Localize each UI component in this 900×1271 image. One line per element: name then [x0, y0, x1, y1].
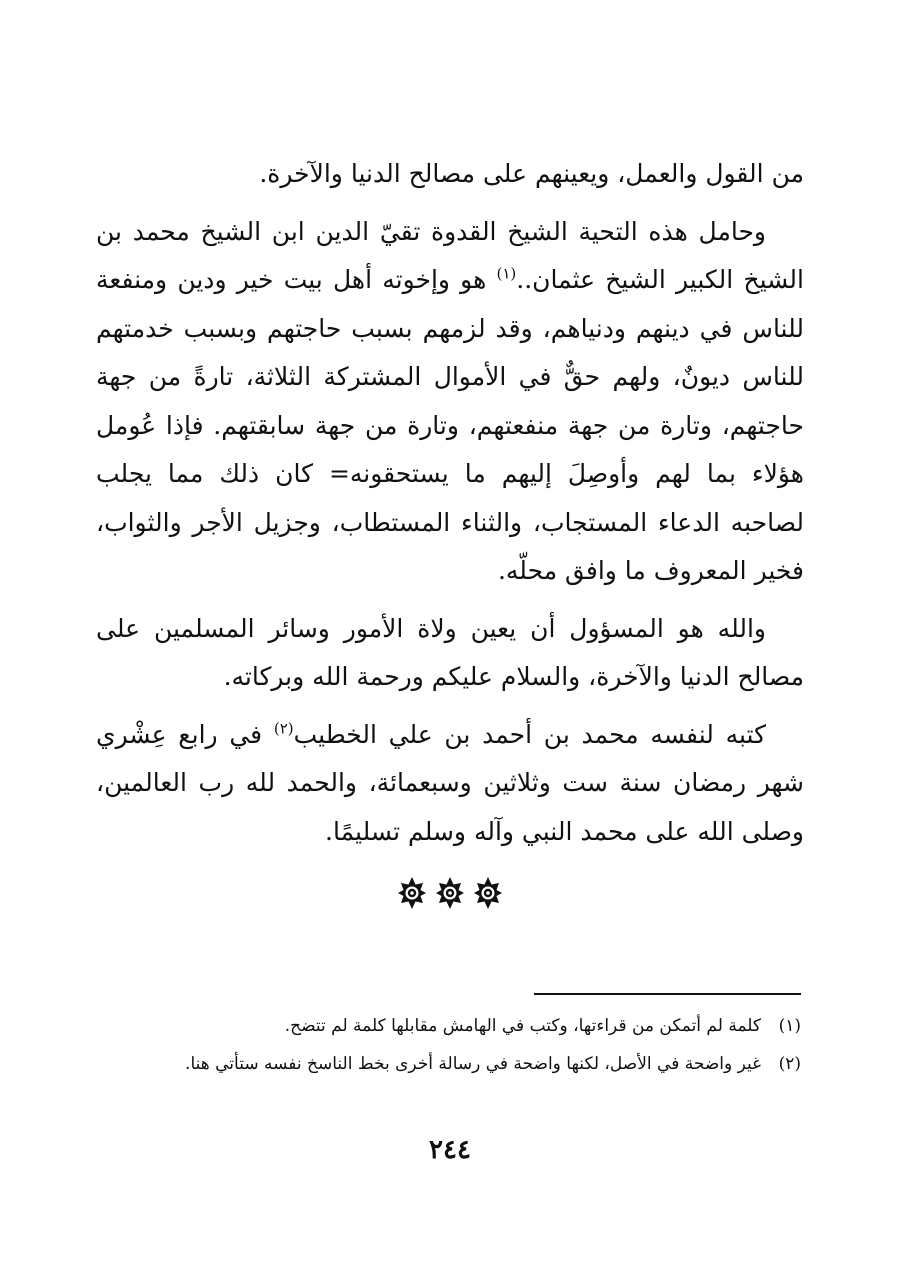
- footnote-reference-2[interactable]: (٢): [273, 719, 294, 738]
- footnote-reference-1[interactable]: (١): [496, 264, 517, 283]
- footnote-text: كلمة لم أتمكن من قراءتها، وكتب في الهامش مقابلها كلمة لم تتضح.: [284, 1016, 761, 1036]
- footnote-2: [96, 1048, 801, 1080]
- footnote-text: غير واضحة في الأصل، لكنها واضحة في رسالة أخرى بخط الناسخ نفسه ستأتي هنا.: [185, 1054, 761, 1074]
- paragraph-text: والله هو المسؤول أن يعين ولاة الأمور وسائر المسلمين على مصالح الدنيا والآخرة، والسلام عليكم ورحمة الله وبركاته.: [96, 613, 804, 691]
- paragraph-text: في رابع عِشْري شهر رمضان سنة ست وثلاثين وسبعمائة، والحمد لله رب العالمين، وصلى الله على محمد النبي وآله وسلم تسليمًا.: [96, 719, 804, 846]
- paragraph-text: هو وإخوته أهل بيت خير ودين ومنفعة للناس في دينهم ودنياهم، وقد لزمهم بسبب حاجتهم وبسبب خدمتهم للناس ديونٌ، ولهم حقٌّ في الأموال المشتركة الثلاثة، تارةً من جهة حاجتهم، وتارة من جهة منفعتهم، وتارة من جهة سابقتهم. فإذا عُومل هؤلاء بما لهم وأوصِلَ إليهم ما يستحقونه= كان ذلك مما يجلب لصاحبه الدعاء المستجاب، والثناء المستطاب، وجزيل الأجر والثواب، فخير المعروف ما وافق محلّه.: [96, 265, 804, 585]
- footnote-1: [96, 1010, 801, 1042]
- paragraph-text: وحامل هذه التحية الشيخ القدوة تقيّ الدين ابن الشيخ محمد بن الشيخ الكبير الشيخ عثمان..: [96, 216, 804, 294]
- paragraph-4: [96, 711, 804, 857]
- paragraph-2: [96, 208, 804, 596]
- section-ornament: [0, 876, 900, 916]
- eight-point-star-icon: [473, 876, 503, 910]
- footnote-number: (١): [778, 1016, 801, 1036]
- paragraph-text: كتبه لنفسه محمد بن أحمد بن علي الخطيب: [293, 719, 766, 749]
- paragraph-3: [96, 605, 804, 702]
- footnotes: [96, 1010, 801, 1086]
- paragraph-1: [96, 150, 804, 199]
- page-number: ٢٤٤: [429, 1135, 471, 1165]
- paragraph-text: من القول والعمل، ويعينهم على مصالح الدنيا والآخرة.: [259, 159, 804, 188]
- footnote-number: (٢): [778, 1054, 801, 1074]
- footnote-separator: [534, 993, 801, 995]
- body-text: [96, 150, 804, 865]
- eight-point-star-icon: [435, 876, 465, 910]
- eight-point-star-icon: [397, 876, 427, 910]
